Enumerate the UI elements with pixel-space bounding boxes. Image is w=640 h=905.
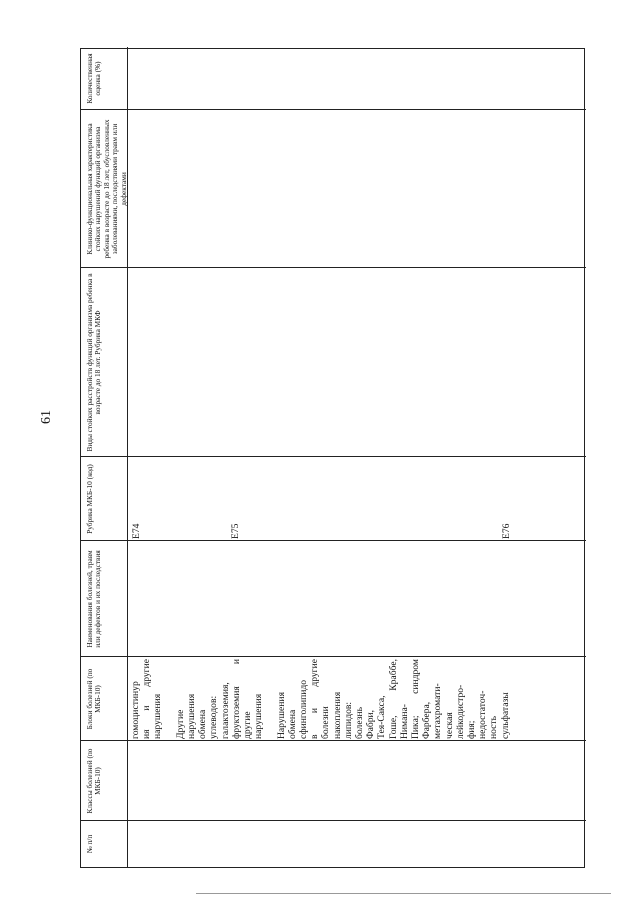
block-line: недостаточ-	[477, 690, 489, 739]
block-line: углеводов:	[208, 695, 220, 739]
header-code: Рубрика МКБ-10 (код)	[85, 464, 94, 534]
code-e74: E74	[131, 523, 142, 539]
block-line: болезни	[320, 706, 332, 739]
table-header-row	[81, 47, 128, 867]
block-line: Фарбера,	[421, 701, 433, 739]
block-line: Пика; синдром	[410, 659, 422, 739]
block-line: Гоше, Краббе,	[387, 659, 399, 739]
header-assessment: Количественная оценка (%)	[85, 53, 103, 104]
block-line: обмена	[286, 709, 298, 739]
block-line: нарушения	[152, 693, 164, 739]
block-line: нарушения	[186, 693, 197, 739]
block-line: липидов:	[342, 701, 354, 739]
block-line: галактоземия,	[219, 682, 231, 739]
block-line: Нарушения	[275, 692, 287, 739]
column-divider	[81, 456, 586, 457]
disease-table	[80, 48, 585, 868]
block-line: накопления	[331, 691, 343, 739]
block-line: другие	[242, 711, 254, 739]
block-line: ческая	[443, 712, 455, 739]
block-line: Фабри,	[365, 709, 377, 739]
block-line: Тея-Сакса,	[376, 695, 388, 739]
column-divider	[81, 109, 586, 110]
header-num: № п/п	[85, 834, 94, 854]
column-divider	[81, 540, 586, 541]
block-gap	[264, 659, 275, 739]
column-divider	[81, 820, 586, 821]
block-line: обмена	[197, 709, 209, 739]
block-line: метахромати-	[432, 683, 444, 739]
block-line: фия;	[466, 720, 478, 739]
block-line: сфинголипидо	[298, 679, 310, 739]
bottom-rule	[196, 893, 611, 894]
header-characteristics: Клинико-функциональная характеристика стойких нарушений функций организма ребенка в возрасте до 18 лет, обусловленных заболеваниями, последствиями травм или дефектами	[85, 119, 128, 259]
code-e75: E75	[230, 523, 241, 539]
block-line: ия и другие	[141, 659, 153, 739]
block-line: фруктоземия и	[230, 659, 242, 739]
page-number: 61	[39, 410, 54, 424]
block-line: нарушения	[253, 693, 265, 739]
header-blocks: Блоки болезней (по МКБ-10)	[85, 668, 103, 730]
header-names: Наименования болезней, травм или дефектов и их последствия	[85, 550, 103, 648]
header-classes: Классы болезней (по МКБ-10)	[85, 748, 103, 814]
column-divider	[81, 656, 586, 657]
block-line: Нимана-	[398, 704, 410, 739]
table-container	[80, 48, 585, 868]
block-gap	[164, 659, 175, 739]
block-line: в и другие	[309, 659, 321, 739]
block-line: сульфатазы	[499, 692, 511, 739]
block-line: болезнь	[354, 706, 366, 739]
header-types: Виды стойких расстройств функций организма ребенка в возрасте до 18 лет. Рубрика МКФ	[85, 273, 103, 452]
block-line: Другие	[174, 709, 186, 739]
disease-blocks-cell	[130, 659, 511, 739]
column-divider	[81, 740, 586, 741]
column-divider	[81, 267, 586, 268]
block-line: ность	[488, 716, 500, 739]
block-line: лейкодистро-	[454, 684, 466, 739]
code-e76: E76	[501, 523, 512, 539]
block-line: гомоцистинур	[130, 681, 141, 739]
